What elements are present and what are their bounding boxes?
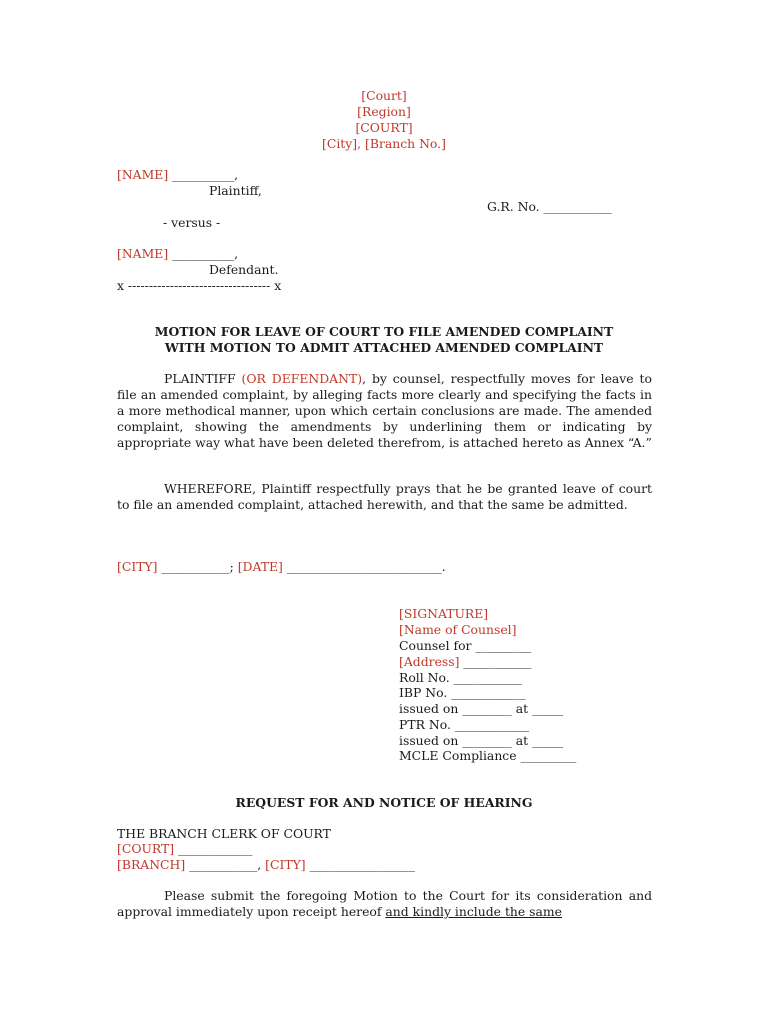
notice-heading: REQUEST FOR AND NOTICE OF HEARING — [235, 795, 533, 810]
p1-start: PLAINTIFF — [164, 371, 236, 386]
gr-number: G.R. No. ___________ — [487, 199, 612, 214]
plaintiff-name: [NAME] — [117, 167, 169, 182]
defendant-label: Defendant. — [209, 262, 279, 277]
ibp-number: IBP No. ____________ — [399, 685, 526, 700]
place-city: [CITY] — [117, 559, 158, 574]
notice-court: [COURT] — [117, 841, 175, 856]
notice-city-blank: _________________ — [305, 857, 415, 872]
court-line: [Court] — [361, 88, 407, 103]
versus-label: - versus - — [163, 215, 221, 230]
motion-paragraph-1 — [117, 371, 652, 451]
court-caps-line: [COURT] — [355, 120, 413, 135]
notice-branch-line — [117, 857, 415, 873]
ibp-issued-on: issued on ________ at _____ — [399, 701, 564, 716]
ptr-number: PTR No. ____________ — [399, 717, 530, 732]
signature-placeholder: [SIGNATURE] — [399, 606, 489, 621]
notice-court-blank: ____________ — [174, 841, 253, 856]
notice-paragraph-underlined: and kindly include the same — [385, 904, 563, 919]
ptr-issued-on: issued on ________ at _____ — [399, 733, 564, 748]
notice-addressee: THE BRANCH CLERK OF COURT — [117, 826, 331, 841]
caption-separator: x ---------------------------------- x — [117, 278, 282, 293]
plaintiff-name-line — [117, 167, 238, 183]
motion-title-line-1: MOTION FOR LEAVE OF COURT TO FILE AMENDED COMPLAINT — [154, 324, 614, 339]
defendant-name-line — [117, 246, 238, 262]
place-date-line — [117, 559, 446, 575]
defendant-name: [NAME] — [117, 246, 169, 261]
motion-title-line-2: WITH MOTION TO ADMIT ATTACHED AMENDED COMPLAINT — [164, 340, 604, 355]
plaintiff-label: Plaintiff, — [209, 183, 262, 198]
p1-red-text: (OR DEFENDANT) — [235, 371, 363, 386]
address-line — [399, 654, 532, 670]
address-blank: ___________ — [459, 654, 532, 669]
mcle-compliance: MCLE Compliance _________ — [399, 748, 577, 763]
notice-court-line — [117, 841, 252, 857]
city-branch-line: [City], [Branch No.] — [322, 136, 446, 151]
region-line: [Region] — [357, 104, 411, 119]
place-city-blank: ___________; — [157, 559, 238, 574]
counsel-name: [Name of Counsel] — [399, 622, 517, 637]
defendant-blank: __________, — [168, 246, 239, 261]
plaintiff-blank: __________, — [168, 167, 239, 182]
address-placeholder: [Address] — [399, 654, 460, 669]
counsel-for: Counsel for _________ — [399, 638, 532, 653]
notice-branch: [BRANCH] — [117, 857, 186, 872]
notice-city: [CITY] — [265, 857, 306, 872]
notice-paragraph — [117, 888, 652, 920]
roll-number: Roll No. ___________ — [399, 670, 522, 685]
p1-rest: , by counsel, respectfully moves for leave to file an amended complaint, by alleging facts more clearly and specifying the facts in a more methodical manner, upon which certain conclusions are made. The amended complaint, showing the amendments by underlining them or indicating by appropriate way what have been deleted therefrom, is attached hereto as Annex “A.” — [117, 371, 652, 450]
place-date: [DATE] — [237, 559, 283, 574]
place-date-blank: _________________________. — [282, 559, 446, 574]
wherefore-paragraph: WHEREFORE, Plaintiff respectfully prays that he be granted leave of court to file an amended complaint, attached herewith, and that the same be admitted. — [117, 481, 652, 512]
notice-branch-blank: ___________, — [185, 857, 266, 872]
notice-paragraph-text: Please submit the foregoing Motion to the Court for its consideration and approval immediately upon receipt hereof — [117, 888, 652, 919]
